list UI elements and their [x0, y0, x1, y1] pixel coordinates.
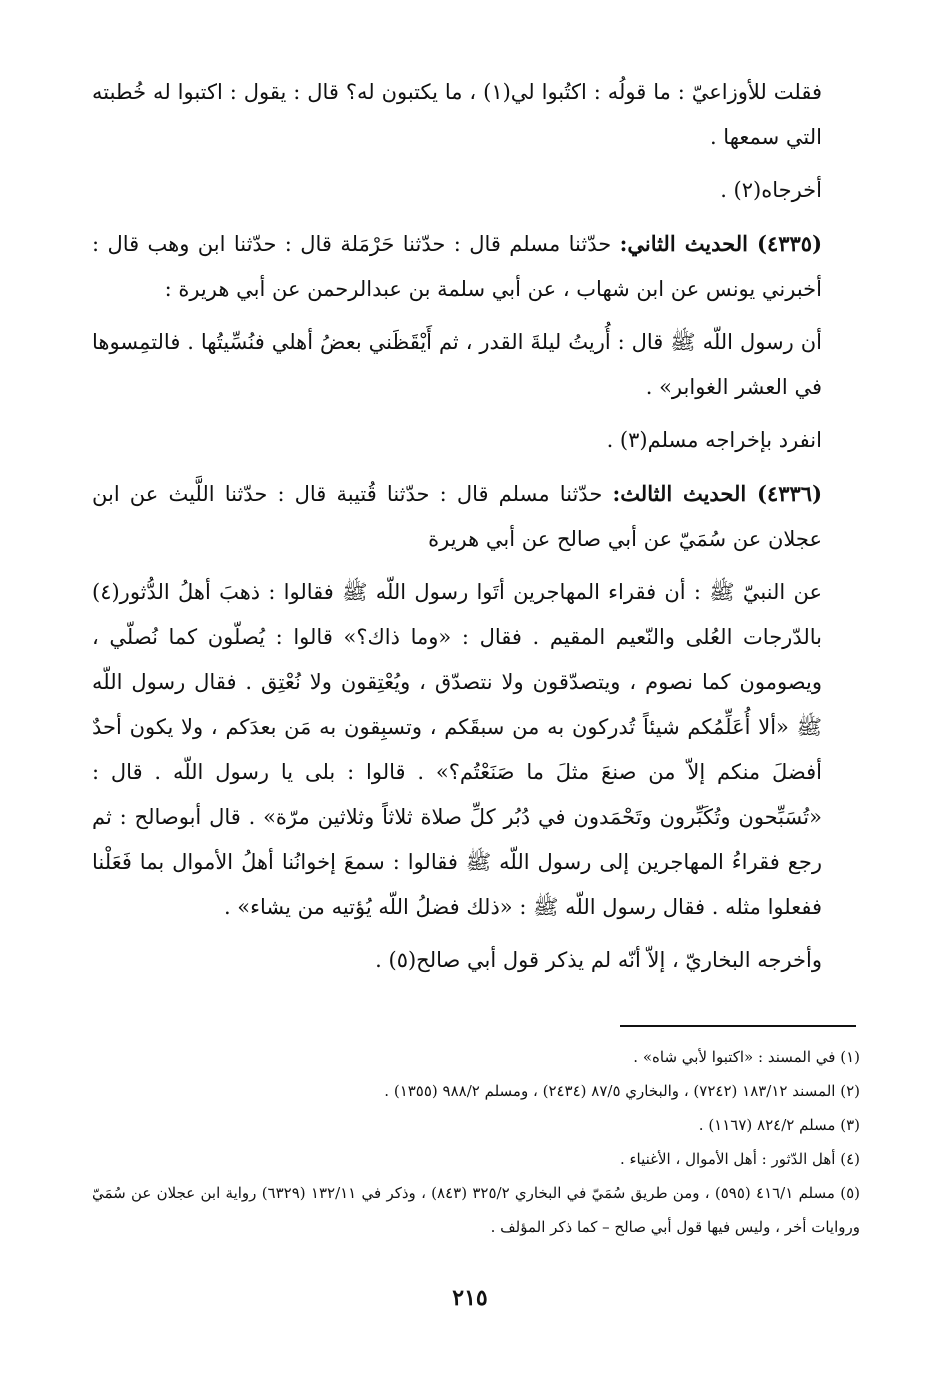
footnotes: [92, 1040, 860, 1244]
hadith-2-header: [92, 221, 860, 312]
paragraph-1: فقلت للأوزاعيّ : ما قولُه : اكتُبوا لي(١) ، ما يكتبون له؟ قال : يقول : اكتبوا له خُطبته التي سمعها .: [92, 80, 822, 149]
paragraph-6: وأخرجه البخاريّ ، إلاّ أنّه لم يذكر قول أبي صالح(٥) .: [375, 948, 822, 972]
paragraph-3: أن رسول اللّه ﷺ قال : أُريتُ ليلةَ القدر ، ثم أَيْقَظَني بعضُ أهلي فنُسِّيتُها . فالتمِسوها في العشر الغوابر» .: [92, 330, 822, 399]
footnote-5: (٥) مسلم ٤١٦/١ (٥٩٥) ، ومن طريق سُمَيّ في البخاري ٣٢٥/٢ (٨٤٣) ، وذكر في ١٣٢/١١ (٦٣٢٩) رواية ابن عجلان عن سُمَيّ وروايات أخر ، وليس فيها قول أبي صالح – كما ذكر المؤلف .: [92, 1184, 860, 1236]
page-number: ٢١٥: [452, 1285, 488, 1311]
hadith-3-isnad: حدّثنا مسلم قال : حدّثنا قُتيبة قال : حدّثنا اللَّيث عن ابن عجلان عن سُمَيّ عن أبي صالح عن أبي هريرة: [92, 482, 822, 551]
paragraph-5: عن النبيّ ﷺ : أن فقراء المهاجرين أتَوا رسول اللّه ﷺ فقالوا : ذهبَ أهلُ الدُّثور(٤) بالدّرجات العُلى والنّعيم المقيم . فقال : «وما ذاك؟» قالوا : يُصلّون كما نُصلّي ، ويصومون كما نصوم ، ويتصدّقون ولا نتصدّق ، ويُعْتِقون ولا نُعْتِق . فقال رسول اللّه ﷺ «ألا أُعَلِّمُكم شيئاً تُدركون به من سبقَكم ، وتسبِقون به مَن بعدَكم ، ولا يكون أحدٌ أفضلَ منكم إلاّ من صنعَ مثلَ ما صَنَعْتُم؟» . قالوا : بلى يا رسول اللّه . قال : «تُسَبِّحون وتُكَبِّرون وتَحْمَدون في دُبُر كلِّ صلاة ثلاثاً وثلاثين مرّة» . قال أبوصالح : ثم رجع فقراءُ المهاجرين إلى رسول اللّه ﷺ فقالوا : سمعَ إخوانُنا أهلُ الأموال بما فَعَلْنا ففعلوا مثله . فقال رسول اللّه ﷺ : «ذلك فضلُ اللّه يُؤتيه من يشاء» .: [92, 580, 822, 919]
footnote-1: (١) في المسند : «اكتبوا لأبي شاه» .: [633, 1048, 860, 1066]
footnote-2: (٢) المسند ١٨٣/١٢ (٧٢٤٢) ، والبخاري ٨٧/٥ (٢٤٣٤) ، ومسلم ٩٨٨/٢ (١٣٥٥) .: [384, 1082, 860, 1100]
main-text: [92, 70, 860, 991]
hadith-2-title: (٤٣٣٥) الحديث الثاني:: [619, 231, 822, 256]
paragraph-2: أخرجاه(٢) .: [720, 178, 822, 202]
hadith-2-isnad: حدّثنا مسلم قال : حدّثنا حَرْمَلة قال : حدّثنا ابن وهب قال : أخبرني يونس عن ابن شهاب ، عن أبي سلمة بن عبدالرحمن عن أبي هريرة :: [92, 232, 822, 301]
footnote-3: (٣) مسلم ٨٢٤/٢ (١١٦٧) .: [698, 1116, 860, 1134]
paragraph-4: انفرد بإخراجه مسلم(٣) .: [606, 428, 822, 452]
footnote-4: (٤) أهل الدّثور : أهل الأموال ، الأغنياء .: [619, 1150, 860, 1168]
hadith-3-header: [92, 471, 860, 562]
hadith-3-title: (٤٣٣٦) الحديث الثالث:: [612, 481, 822, 506]
footnote-divider: [620, 1025, 856, 1027]
